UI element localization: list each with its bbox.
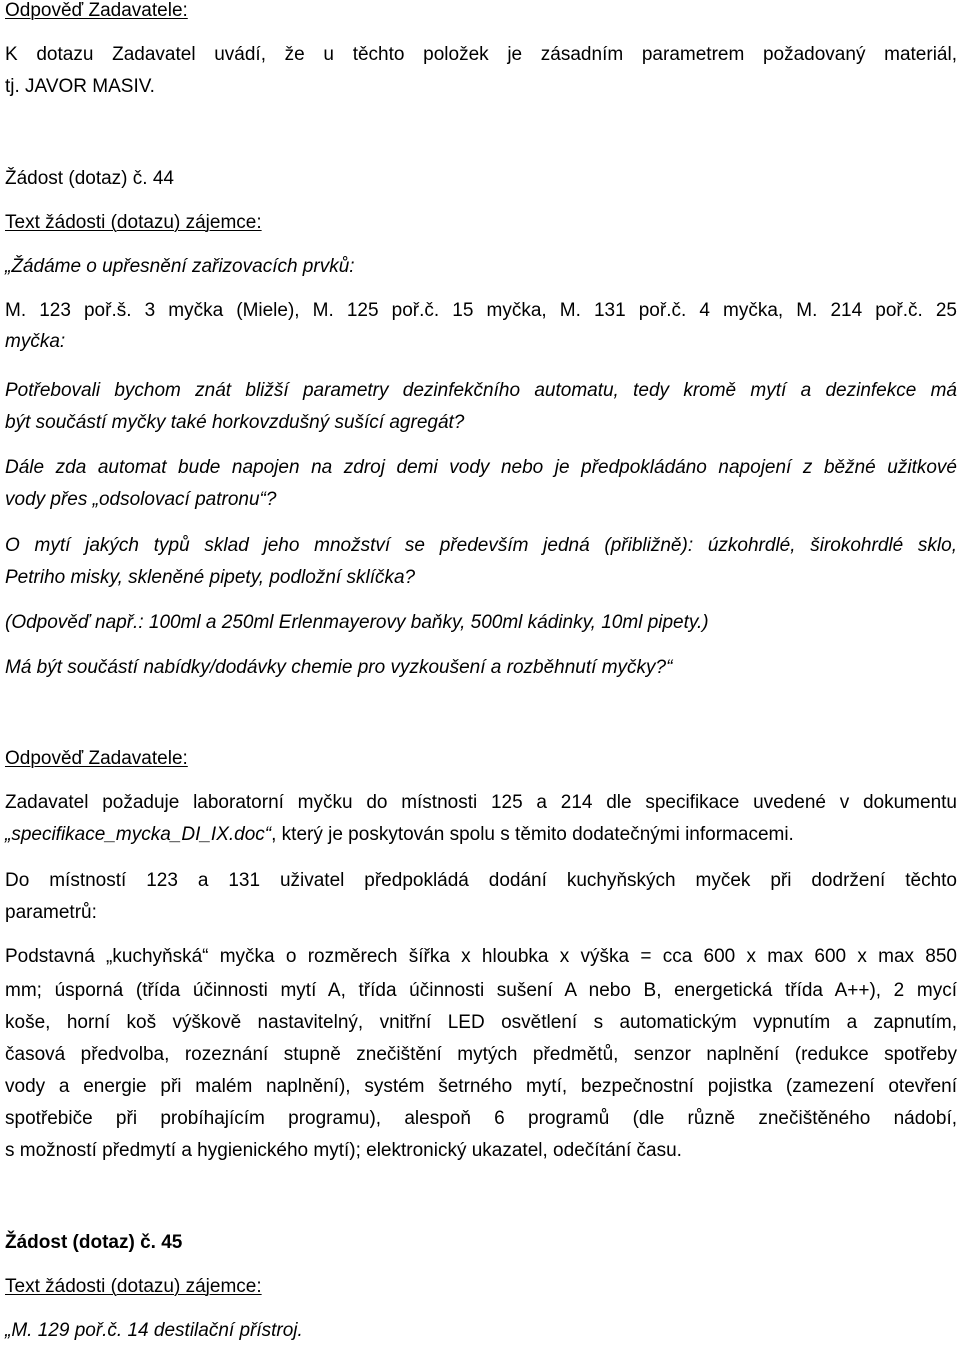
request-title: Žádost (dotaz) č. 45 (5, 1232, 183, 1253)
question-line: Dále zda automat bude napojen na zdroj demi vody nebo je předpokládáno napojení z běžné užitkové (5, 457, 957, 478)
request-text-label: Text žádosti (dotazu) zájemce: (5, 1276, 262, 1297)
question-line: O mytí jakých typů sklad jeho množství se především jedná (přibližně): úzkohrdlé, širokohrdlé sklo, (5, 535, 957, 556)
request-intro: „Žádáme o upřesnění zařizovacích prvků: (5, 256, 355, 277)
answer-line: Zadavatel požaduje laboratorní myčku do místnosti 125 a 214 dle specifikace uvedené v dokumentu (5, 792, 957, 813)
answer-line: parametrů: (5, 902, 97, 923)
answer-line (5, 824, 957, 846)
question-line: Má být součástí nabídky/dodávky chemie pro vyzkoušení a rozběhnutí myčky?“ (5, 657, 673, 678)
answer-heading: Odpověď Zadavatele: (5, 0, 188, 21)
spec-line: s možností předmytí a hygienického mytí); elektronický ukazatel, odečítání času. (5, 1140, 682, 1161)
spec-line: mm; úsporná (třída účinnosti mytí A, třída účinnosti sušení A nebo B, energetická třída A++), 2 mycí (5, 980, 957, 1001)
answer-heading: Odpověď Zadavatele: (5, 748, 188, 769)
request-title: Žádost (dotaz) č. 44 (5, 168, 174, 189)
answer-line: K dotazu Zadavatel uvádí, že u těchto položek je zásadním parametrem požadovaný materiál, (5, 44, 957, 65)
request-items-line: myčka: (5, 331, 66, 352)
answer-line-rest: , který je poskytován spolu s těmito dodatečnými informacemi. (271, 824, 794, 845)
spec-line: vody a energie při malém naplnění), systém šetrného mytí, bezpečnostní pojistka (zamezení otevření (5, 1076, 957, 1097)
question-line: být součástí myčky také horkovzdušný sušící agregát? (5, 412, 465, 433)
request-intro: „M. 129 poř.č. 14 destilační přístroj. (5, 1320, 303, 1341)
spec-line: Podstavná „kuchyňská“ myčka o rozměrech šířka x hloubka x výška = cca 600 x max 600 x max 850 (5, 946, 957, 967)
question-line: Potřebovali bychom znát bližší parametry dezinfekčního automatu, tedy kromě mytí a dezinfekce má (5, 380, 957, 401)
question-line: vody přes „odsolovací patronu“? (5, 489, 277, 510)
request-items-line: M. 123 poř.š. 3 myčka (Miele), M. 125 poř.č. 15 myčka, M. 131 poř.č. 4 myčka, M. 214 poř.č. 25 (5, 300, 957, 321)
spec-line: časová předvolba, rozeznání stupně znečištění mytých předmětů, senzor naplnění (redukce spotřeby (5, 1044, 957, 1065)
question-line: (Odpověď např.: 100ml a 250ml Erlenmayerovy baňky, 500ml kádinky, 10ml pipety.) (5, 612, 709, 633)
question-line: Petriho misky, skleněné pipety, podložní sklíčka? (5, 567, 416, 588)
spec-line: koše, horní koš výškově nastavitelný, vnitřní LED osvětlení s automatickým vypnutím a zapnutím, (5, 1012, 957, 1033)
request-text-label: Text žádosti (dotazu) zájemce: (5, 212, 262, 233)
file-reference: „specifikace_mycka_DI_IX.doc“ (5, 824, 272, 845)
answer-line: tj. JAVOR MASIV. (5, 76, 155, 97)
answer-line: Do místností 123 a 131 uživatel předpokládá dodání kuchyňských myček při dodržení těchto (5, 870, 957, 891)
spec-line: spotřebiče při probíhajícím programu), alespoň 6 programů (dle různě znečištěného nádobí, (5, 1108, 957, 1129)
